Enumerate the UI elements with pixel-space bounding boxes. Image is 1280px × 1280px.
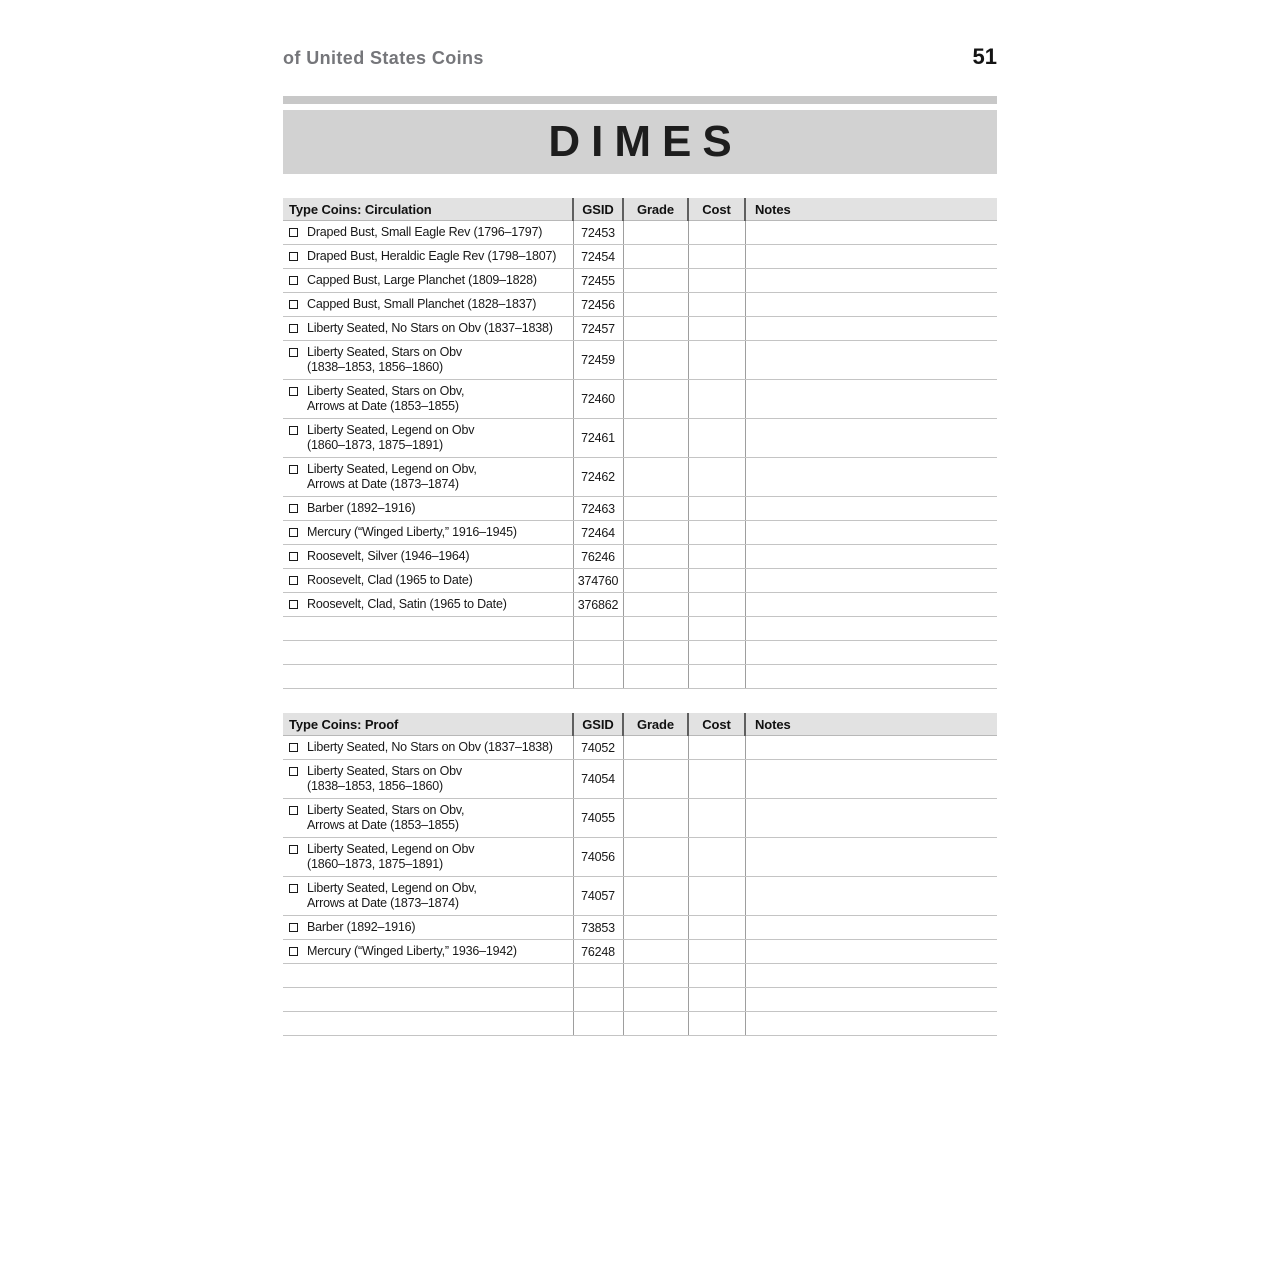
notes-cell <box>745 545 997 569</box>
empty-cell <box>573 665 623 689</box>
table-row <box>283 317 997 341</box>
cost-cell <box>688 245 745 269</box>
cost-cell <box>688 293 745 317</box>
checkbox-icon <box>289 252 298 261</box>
coin-type-cell <box>283 940 573 964</box>
table-row <box>283 497 997 521</box>
checkbox-icon <box>289 806 298 815</box>
notes-cell <box>745 569 997 593</box>
table-row <box>283 940 997 964</box>
coin-type-label: Roosevelt, Clad, Satin (1965 to Date) <box>307 597 507 611</box>
cost-cell <box>688 317 745 341</box>
notes-cell <box>745 419 997 458</box>
cost-cell <box>688 736 745 760</box>
col-grade: Grade <box>623 198 688 221</box>
running-header: of United States Coins <box>283 48 484 68</box>
checkbox-icon <box>289 743 298 752</box>
cost-cell <box>688 940 745 964</box>
gsid-value: 72460 <box>573 380 623 419</box>
empty-row <box>283 964 997 988</box>
grade-cell <box>623 317 688 341</box>
cost-cell <box>688 521 745 545</box>
gsid-value: 374760 <box>573 569 623 593</box>
empty-cell <box>623 641 688 665</box>
table-header-row <box>283 713 997 736</box>
notes-cell <box>745 341 997 380</box>
notes-cell <box>745 736 997 760</box>
cost-cell <box>688 419 745 458</box>
page-header <box>283 44 997 70</box>
empty-cell <box>688 988 745 1012</box>
gsid-value: 76248 <box>573 940 623 964</box>
grade-cell <box>623 545 688 569</box>
empty-cell <box>745 617 997 641</box>
checkbox-icon <box>289 947 298 956</box>
table-row <box>283 877 997 916</box>
checkbox-icon <box>289 348 298 357</box>
notes-cell <box>745 838 997 877</box>
empty-cell <box>745 641 997 665</box>
coin-type-label: Barber (1892–1916) <box>307 501 416 515</box>
gsid-value: 72456 <box>573 293 623 317</box>
cost-cell <box>688 497 745 521</box>
empty-row <box>283 665 997 689</box>
checkbox-icon <box>289 426 298 435</box>
table-row <box>283 916 997 940</box>
coin-type-cell <box>283 458 573 497</box>
empty-cell <box>623 617 688 641</box>
checkbox-icon <box>289 300 298 309</box>
checkbox-icon <box>289 528 298 537</box>
gsid-value: 376862 <box>573 593 623 617</box>
checkbox-icon <box>289 552 298 561</box>
empty-cell <box>623 1012 688 1036</box>
notes-cell <box>745 221 997 245</box>
empty-cell <box>745 1012 997 1036</box>
empty-cell <box>573 1012 623 1036</box>
scanned-page <box>283 0 997 1036</box>
empty-cell <box>283 988 573 1012</box>
table-row <box>283 458 997 497</box>
coin-type-cell <box>283 380 573 419</box>
col-gsid: GSID <box>573 713 623 736</box>
empty-cell <box>688 964 745 988</box>
gsid-value: 72455 <box>573 269 623 293</box>
coin-type-cell <box>283 521 573 545</box>
gsid-value: 74056 <box>573 838 623 877</box>
grade-cell <box>623 341 688 380</box>
grade-cell <box>623 916 688 940</box>
coin-type-cell <box>283 341 573 380</box>
table-row <box>283 838 997 877</box>
notes-cell <box>745 916 997 940</box>
coin-type-label: Capped Bust, Small Planchet (1828–1837) <box>307 297 537 311</box>
coin-type-cell <box>283 799 573 838</box>
table-row <box>283 293 997 317</box>
gsid-value: 72457 <box>573 317 623 341</box>
grade-cell <box>623 877 688 916</box>
table-row <box>283 341 997 380</box>
notes-cell <box>745 380 997 419</box>
empty-cell <box>283 641 573 665</box>
checkbox-icon <box>289 387 298 396</box>
notes-cell <box>745 245 997 269</box>
coin-type-cell <box>283 877 573 916</box>
cost-cell <box>688 569 745 593</box>
col-gsid: GSID <box>573 198 623 221</box>
notes-cell <box>745 269 997 293</box>
cost-cell <box>688 877 745 916</box>
empty-cell <box>623 988 688 1012</box>
coin-type-cell <box>283 317 573 341</box>
empty-cell <box>688 665 745 689</box>
coin-type-label: Liberty Seated, No Stars on Obv (1837–1838) <box>307 740 553 754</box>
checkbox-icon <box>289 276 298 285</box>
notes-cell <box>745 593 997 617</box>
cost-cell <box>688 545 745 569</box>
coin-type-label: Barber (1892–1916) <box>307 920 416 934</box>
notes-cell <box>745 317 997 341</box>
coin-type-label: Liberty Seated, No Stars on Obv (1837–1838) <box>307 321 553 335</box>
coin-type-cell <box>283 916 573 940</box>
col-notes: Notes <box>745 713 997 736</box>
table-row <box>283 245 997 269</box>
col-notes: Notes <box>745 198 997 221</box>
coin-type-label: Liberty Seated, Legend on Obv, Arrows at Date (1873–1874) <box>307 881 477 910</box>
grade-cell <box>623 458 688 497</box>
table-header-row <box>283 198 997 221</box>
checkbox-icon <box>289 576 298 585</box>
checkbox-icon <box>289 600 298 609</box>
grade-cell <box>623 419 688 458</box>
checkbox-icon <box>289 845 298 854</box>
empty-cell <box>745 665 997 689</box>
grade-cell <box>623 245 688 269</box>
cost-cell <box>688 593 745 617</box>
notes-cell <box>745 497 997 521</box>
table-row <box>283 736 997 760</box>
gsid-value: 72454 <box>573 245 623 269</box>
coin-type-label: Liberty Seated, Stars on Obv, Arrows at Date (1853–1855) <box>307 384 465 413</box>
grade-cell <box>623 940 688 964</box>
cost-cell <box>688 799 745 838</box>
empty-cell <box>688 641 745 665</box>
coin-type-cell <box>283 497 573 521</box>
coin-type-label: Draped Bust, Small Eagle Rev (1796–1797) <box>307 225 543 239</box>
coin-type-label: Liberty Seated, Legend on Obv (1860–1873, 1875–1891) <box>307 842 475 871</box>
empty-cell <box>573 641 623 665</box>
coin-type-cell <box>283 269 573 293</box>
coin-type-cell <box>283 838 573 877</box>
table-row <box>283 593 997 617</box>
empty-cell <box>623 964 688 988</box>
table-row <box>283 760 997 799</box>
empty-cell <box>283 1012 573 1036</box>
empty-row <box>283 1012 997 1036</box>
empty-cell <box>573 988 623 1012</box>
empty-row <box>283 988 997 1012</box>
gsid-value: 72461 <box>573 419 623 458</box>
gsid-value: 74052 <box>573 736 623 760</box>
cost-cell <box>688 221 745 245</box>
cost-cell <box>688 838 745 877</box>
empty-cell <box>573 964 623 988</box>
coin-type-cell <box>283 245 573 269</box>
notes-cell <box>745 760 997 799</box>
cost-cell <box>688 269 745 293</box>
section-title: DIMES <box>548 117 743 166</box>
coin-type-cell <box>283 760 573 799</box>
checkbox-icon <box>289 465 298 474</box>
empty-cell <box>283 964 573 988</box>
col-cost: Cost <box>688 198 745 221</box>
coin-table <box>283 198 997 689</box>
coin-type-label: Roosevelt, Clad (1965 to Date) <box>307 573 473 587</box>
empty-cell <box>283 665 573 689</box>
coin-type-label: Mercury (“Winged Liberty,” 1936–1942) <box>307 944 517 958</box>
notes-cell <box>745 799 997 838</box>
empty-cell <box>573 617 623 641</box>
page-number: 51 <box>972 44 997 69</box>
gsid-value: 73853 <box>573 916 623 940</box>
checkbox-icon <box>289 504 298 513</box>
grade-cell <box>623 521 688 545</box>
section-banner <box>283 110 997 174</box>
coin-type-cell <box>283 293 573 317</box>
grade-cell <box>623 736 688 760</box>
empty-cell <box>623 665 688 689</box>
empty-cell <box>283 617 573 641</box>
checkbox-icon <box>289 884 298 893</box>
coin-type-label: Liberty Seated, Stars on Obv, Arrows at Date (1853–1855) <box>307 803 465 832</box>
empty-cell <box>745 988 997 1012</box>
gsid-value: 72462 <box>573 458 623 497</box>
empty-cell <box>688 617 745 641</box>
table-row <box>283 799 997 838</box>
grade-cell <box>623 380 688 419</box>
gsid-value: 72463 <box>573 497 623 521</box>
notes-cell <box>745 521 997 545</box>
grade-cell <box>623 269 688 293</box>
checkbox-icon <box>289 767 298 776</box>
gsid-value: 72459 <box>573 341 623 380</box>
coin-type-label: Draped Bust, Heraldic Eagle Rev (1798–1807) <box>307 249 557 263</box>
cost-cell <box>688 380 745 419</box>
coin-type-label: Liberty Seated, Legend on Obv (1860–1873, 1875–1891) <box>307 423 475 452</box>
notes-cell <box>745 293 997 317</box>
grade-cell <box>623 221 688 245</box>
table-row <box>283 545 997 569</box>
grade-cell <box>623 497 688 521</box>
empty-cell <box>688 1012 745 1036</box>
table-row <box>283 569 997 593</box>
gsid-value: 72453 <box>573 221 623 245</box>
table-row <box>283 221 997 245</box>
coin-type-label: Liberty Seated, Stars on Obv (1838–1853, 1856–1860) <box>307 764 462 793</box>
coin-type-cell <box>283 569 573 593</box>
gsid-value: 74057 <box>573 877 623 916</box>
cost-cell <box>688 916 745 940</box>
checkbox-icon <box>289 228 298 237</box>
coin-type-label: Liberty Seated, Stars on Obv (1838–1853, 1856–1860) <box>307 345 462 374</box>
table-row <box>283 380 997 419</box>
coin-type-cell <box>283 736 573 760</box>
coin-type-cell <box>283 593 573 617</box>
grade-cell <box>623 760 688 799</box>
coin-type-label: Mercury (“Winged Liberty,” 1916–1945) <box>307 525 517 539</box>
empty-cell <box>745 964 997 988</box>
gsid-value: 74055 <box>573 799 623 838</box>
grade-cell <box>623 293 688 317</box>
notes-cell <box>745 877 997 916</box>
table-row <box>283 269 997 293</box>
grade-cell <box>623 799 688 838</box>
divider-bar <box>283 96 997 104</box>
coin-type-label: Roosevelt, Silver (1946–1964) <box>307 549 470 563</box>
empty-row <box>283 617 997 641</box>
notes-cell <box>745 458 997 497</box>
coin-type-label: Capped Bust, Large Planchet (1809–1828) <box>307 273 537 287</box>
checkbox-icon <box>289 923 298 932</box>
coin-type-cell <box>283 221 573 245</box>
table-row <box>283 419 997 458</box>
coin-table <box>283 713 997 1036</box>
gsid-value: 76246 <box>573 545 623 569</box>
col-grade: Grade <box>623 713 688 736</box>
cost-cell <box>688 760 745 799</box>
table-title: Type Coins: Proof <box>283 713 573 736</box>
grade-cell <box>623 593 688 617</box>
coin-type-label: Liberty Seated, Legend on Obv, Arrows at Date (1873–1874) <box>307 462 477 491</box>
table-title: Type Coins: Circulation <box>283 198 573 221</box>
coin-type-cell <box>283 419 573 458</box>
notes-cell <box>745 940 997 964</box>
gsid-value: 72464 <box>573 521 623 545</box>
table-row <box>283 521 997 545</box>
checkbox-icon <box>289 324 298 333</box>
grade-cell <box>623 569 688 593</box>
coin-type-cell <box>283 545 573 569</box>
col-cost: Cost <box>688 713 745 736</box>
tables-container <box>283 198 997 1036</box>
cost-cell <box>688 458 745 497</box>
gsid-value: 74054 <box>573 760 623 799</box>
empty-row <box>283 641 997 665</box>
cost-cell <box>688 341 745 380</box>
grade-cell <box>623 838 688 877</box>
